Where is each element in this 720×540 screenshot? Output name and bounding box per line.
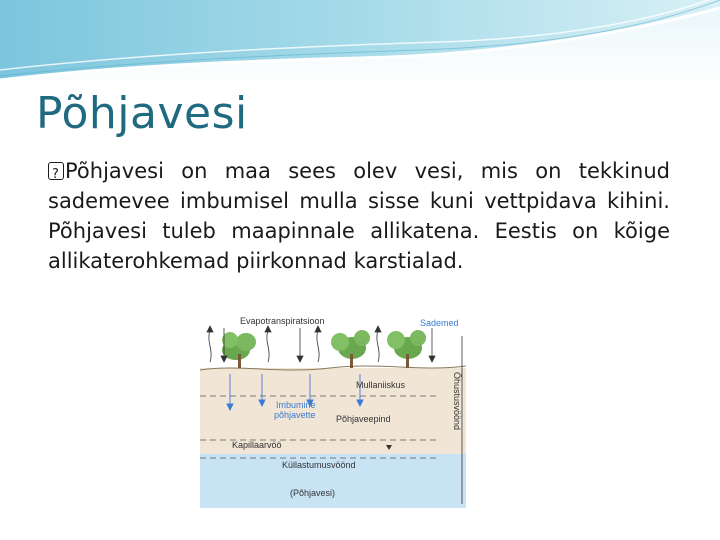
- slide-title: Põhjavesi: [36, 88, 248, 139]
- infiltration-sublabel: põhjavette: [274, 410, 316, 420]
- groundwater-label: (Põhjavesi): [290, 488, 336, 498]
- evapotranspiration-label: Evapotranspiratsioon: [240, 316, 325, 326]
- aeration-zone-label: Õhustusvöönd: [452, 372, 462, 431]
- saturation-zone-label: Küllastumusvöönd: [282, 460, 356, 470]
- bullet-icon: [48, 162, 64, 180]
- soil-moisture-label: Mullaniiskus: [356, 380, 406, 390]
- header-wave-decoration: [0, 0, 720, 90]
- groundwater-diagram: [200, 314, 466, 508]
- paragraph-text: Põhjavesi on maa sees olev vesi, mis on tekkinud sademevee imbumisel mulla sisse kuni vettpidava kihini. Põhjavesi tuleb maapinnale allikatena. Eestis on kõige allikaterohkemad piirkonnad karstialad.: [48, 159, 670, 273]
- infiltration-label: Imbumine: [276, 400, 316, 410]
- slide-paragraph: [48, 156, 670, 276]
- capillary-zone-label: Kapillaarvöö: [232, 440, 282, 450]
- precipitation-label: Sademed: [420, 318, 459, 328]
- groundwater-table-label: Põhjaveepind: [336, 414, 391, 424]
